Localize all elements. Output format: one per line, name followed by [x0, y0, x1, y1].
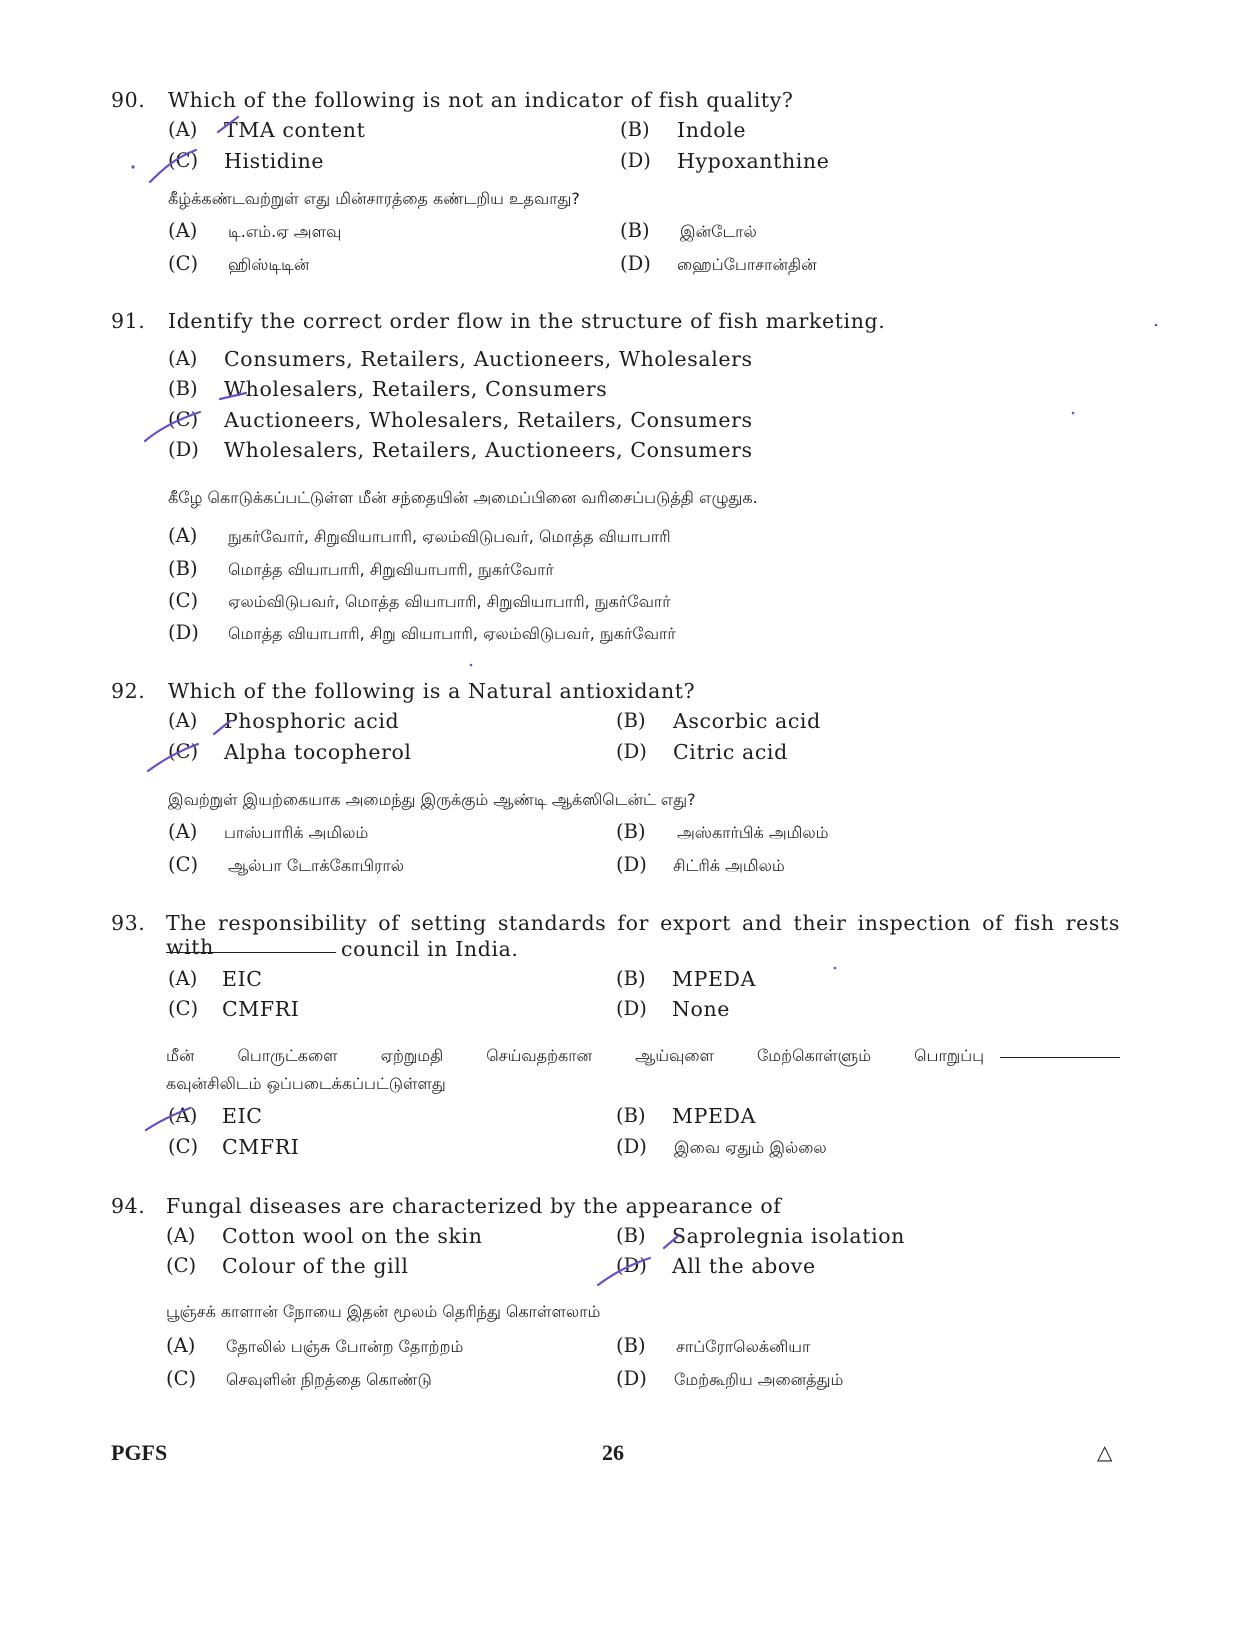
check-mark-icon [218, 117, 238, 132]
option-b-ta: சாப்ரோலெக்னியா [676, 1337, 811, 1356]
question-text-en-cont: council in India. [341, 937, 519, 961]
option-d-en: All the above [672, 1254, 816, 1278]
question-text-ta: இவற்றுள் இயற்கையாக அமைந்து இருக்கும் ஆண்டி ஆக்ஸிடென்ட் எது? [168, 790, 696, 809]
question-number: 93. [111, 911, 146, 935]
option-d-en: Citric acid [673, 740, 788, 764]
option-d-en: None [672, 997, 731, 1021]
question-text-en: Which of the following is a Natural antioxidant? [168, 679, 696, 703]
option-label: (B) [168, 557, 198, 580]
option-label: (A) [168, 1104, 198, 1127]
option-label: (D) [168, 438, 199, 461]
option-label: (A) [166, 1224, 196, 1247]
question-text-en: The responsibility of setting standards for export and their inspection of fish rests with [166, 911, 1120, 959]
question-text-ta: பூஞ்சக் காளான் நோயை இதன் மூலம் தெரிந்து கொள்ளலாம் [166, 1302, 601, 1321]
option-label: (B) [620, 219, 650, 242]
option-d-ta: மேற்கூறிய அனைத்தும் [674, 1370, 844, 1389]
option-a-ta: டி.எம்.ஏ அளவு [228, 222, 342, 241]
question-text-en: Fungal diseases are characterized by the appearance of [166, 1194, 782, 1218]
check-mark-icon [150, 149, 199, 182]
option-label: (B) [616, 967, 646, 990]
option-label: (B) [616, 820, 646, 843]
option-label: (D) [616, 1135, 647, 1158]
option-d-ta: ஹைப்போசான்தின் [677, 255, 817, 274]
option-label: (D) [616, 1367, 647, 1390]
option-label: (C) [168, 853, 199, 876]
option-a-en: TMA content [224, 118, 366, 142]
question-number: 90. [111, 88, 146, 112]
option-b-en: Wholesalers, Retailers, Consumers [224, 377, 608, 401]
option-d-ta: சிட்ரிக் அமிலம் [673, 856, 785, 875]
option-b-en: Ascorbic acid [673, 709, 821, 733]
option-label: (B) [616, 1224, 646, 1247]
option-b-ta: இன்டோல் [680, 222, 757, 241]
option-label: (C) [168, 740, 199, 763]
option-c-ta: ஏலம்விடுபவர், மொத்த வியாபாரி, சிறுவியாபாரி, நுகர்வோர் [228, 592, 671, 611]
option-label: (A) [168, 347, 198, 370]
check-mark-icon [214, 721, 230, 734]
option-a-ta: பாஸ்பாரிக் அமிலம் [224, 823, 369, 842]
option-label: (C) [168, 252, 199, 275]
check-mark-icon [146, 1108, 190, 1130]
option-label: (B) [616, 709, 646, 732]
option-label: (C) [168, 589, 199, 612]
option-c-en: Histidine [224, 149, 325, 173]
option-label: (D) [620, 149, 651, 172]
question-number: 91. [111, 309, 146, 333]
option-label: (D) [616, 997, 647, 1020]
option-c-en: CMFRI [222, 997, 300, 1021]
option-label: (A) [168, 820, 198, 843]
check-mark-icon [145, 412, 200, 441]
check-mark-icon [664, 1236, 678, 1248]
option-b-ta: MPEDA [672, 1104, 756, 1128]
option-label: (C) [168, 408, 199, 431]
option-d-en: Wholesalers, Retailers, Auctioneers, Consumers [224, 438, 753, 462]
question-text-ta-cont: கவுன்சிலிடம் ஒப்படைக்கப்பட்டுள்ளது [166, 1074, 446, 1093]
option-label: (A) [168, 219, 198, 242]
check-mark-icon [148, 744, 198, 771]
option-label: (C) [168, 149, 199, 172]
question-number: 92. [111, 679, 146, 703]
question-text-en: Which of the following is not an indicator of fish quality? [168, 88, 794, 112]
option-a-en: Consumers, Retailers, Auctioneers, Wholesalers [224, 347, 753, 371]
option-d-ta: மொத்த வியாபாரி, சிறு வியாபாரி, ஏலம்விடுபவர், நுகர்வோர் [228, 624, 676, 643]
option-label: (B) [168, 377, 198, 400]
option-b-en: MPEDA [672, 967, 756, 991]
option-label: (D) [616, 853, 647, 876]
option-label: (D) [620, 252, 651, 275]
option-label: (D) [616, 1254, 647, 1277]
option-a-ta: தோலில் பஞ்சு போன்ற தோற்றம் [226, 1337, 464, 1356]
option-b-ta: மொத்த வியாபாரி, சிறுவியாபாரி, நுகர்வோர் [228, 560, 554, 579]
option-a-ta: நுகர்வோர், சிறுவியாபாரி, ஏலம்விடுபவர், மொத்த வியாபாரி [228, 527, 671, 546]
question-text-ta: கீழ்க்கண்டவற்றுள் எது மின்சாரத்தை கண்டறிய உதவாது? [168, 189, 580, 208]
option-label: (A) [168, 118, 198, 141]
option-a-ta: EIC [222, 1104, 263, 1128]
option-c-en: Colour of the gill [222, 1254, 409, 1278]
option-label: (B) [620, 118, 650, 141]
check-mark-icon [220, 393, 246, 399]
option-d-ta: இவை ஏதும் இல்லை [674, 1138, 827, 1157]
option-c-ta: செவுளின் நிறத்தை கொண்டு [226, 1370, 432, 1389]
option-b-en: Saprolegnia isolation [672, 1224, 905, 1248]
option-label: (A) [168, 709, 198, 732]
option-d-en: Hypoxanthine [677, 149, 830, 173]
option-b-ta: அஸ்கார்பிக் அமிலம் [677, 823, 829, 842]
page-number: 26 [602, 1440, 624, 1465]
option-label: (C) [166, 1254, 197, 1277]
option-label: (A) [168, 524, 198, 547]
option-c-ta: ஹிஸ்டிடின் [228, 255, 310, 274]
option-label: (A) [168, 967, 198, 990]
option-label: (C) [166, 1367, 197, 1390]
option-c-en: Alpha tocopherol [224, 740, 412, 764]
question-number: 94. [111, 1194, 146, 1218]
option-c-ta: ஆல்பா டோக்கோபிரால் [228, 856, 405, 875]
option-label: (D) [616, 740, 647, 763]
paper-code: PGFS [111, 1440, 168, 1465]
option-label: (C) [168, 1135, 199, 1158]
question-text-ta: மீன் பொருட்களை ஏற்றுமதி செய்வதற்கான ஆய்வுளை மேற்கொள்ளும் பொறுப்பு [166, 1046, 984, 1065]
option-label: (B) [616, 1334, 646, 1357]
option-c-en: Auctioneers, Wholesalers, Retailers, Consumers [224, 408, 753, 432]
question-text-ta: கீழே கொடுக்கப்பட்டுள்ள மீன் சந்தையின் அமைப்பினை வரிசைப்படுத்தி எழுதுக. [168, 488, 758, 507]
option-label: (B) [616, 1104, 646, 1127]
option-a-en: EIC [222, 967, 263, 991]
question-text-en: Identify the correct order flow in the structure of fish marketing. [168, 309, 886, 333]
option-a-en: Cotton wool on the skin [222, 1224, 483, 1248]
option-label: (C) [168, 997, 199, 1020]
option-c-ta: CMFRI [222, 1135, 300, 1159]
triangle-icon: △ [1097, 1440, 1113, 1464]
option-a-en: Phosphoric acid [224, 709, 400, 733]
check-mark-icon [598, 1258, 650, 1285]
option-label: (A) [166, 1334, 196, 1357]
option-label: (D) [168, 621, 199, 644]
option-b-en: Indole [677, 118, 747, 142]
